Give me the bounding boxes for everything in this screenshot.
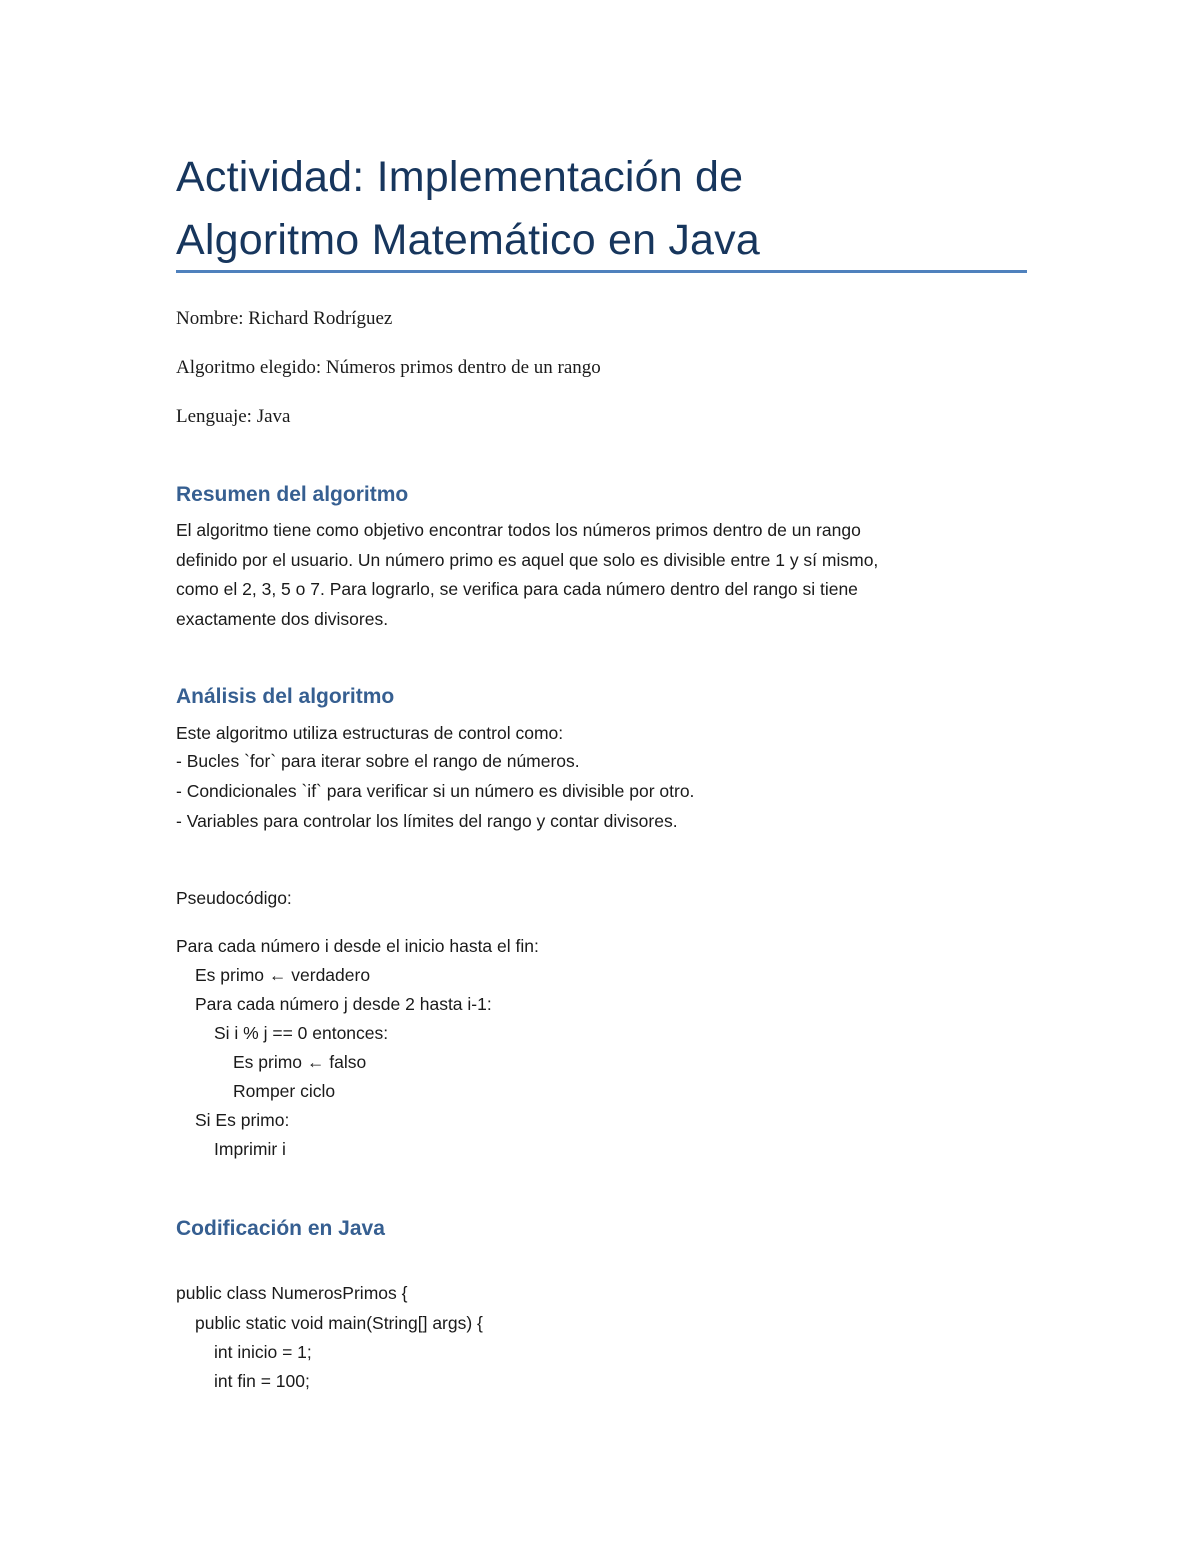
pseudocode-line: Para cada número j desde 2 hasta i-1:: [195, 994, 492, 1014]
code-line: public class NumerosPrimos {: [176, 1283, 408, 1303]
analisis-line: - Bucles `for` para iterar sobre el rango de números.: [176, 751, 580, 771]
document-title: [176, 146, 1036, 272]
analisis-line: Este algoritmo utiliza estructuras de control como:: [176, 723, 564, 743]
language: Lenguaje: Java: [176, 406, 291, 427]
code-line: int inicio = 1;: [214, 1342, 312, 1362]
pseudocode-line: Imprimir i: [214, 1139, 286, 1159]
code-line: public static void main(String[] args) {: [195, 1313, 483, 1333]
pseudocode-line: Es primo ← verdadero: [195, 965, 371, 985]
analisis-line: - Condicionales `if` para verificar si un número es divisible por otro.: [176, 781, 695, 801]
resumen-line: definido por el usuario. Un número primo es aquel que solo es divisible entre 1 y sí mismo,: [176, 549, 879, 570]
resumen-line: exactamente dos divisores.: [176, 608, 389, 629]
pseudocode-line: Romper ciclo: [233, 1081, 336, 1101]
title-line-2: Algoritmo Matemático en Java: [176, 216, 760, 264]
code-line: int fin = 100;: [214, 1371, 310, 1391]
section-heading-codificacion: Codificación en Java: [176, 1217, 385, 1240]
section-heading-resumen: Resumen del algoritmo: [176, 483, 409, 506]
section-heading-analisis: Análisis del algoritmo: [176, 685, 395, 708]
resumen-paragraph: [176, 516, 1026, 634]
pseudocode-label: Pseudocódigo:: [176, 888, 292, 908]
resumen-line: como el 2, 3, 5 o 7. Para lograrlo, se verifica para cada número dentro del rango si tiene: [176, 579, 858, 599]
pseudocode-line: Es primo ← falso: [233, 1052, 367, 1072]
title-line-1: Actividad: Implementación de: [176, 153, 744, 201]
pseudocode-line: Para cada número i desde el inicio hasta el fin:: [176, 936, 539, 956]
pseudocode-line: Si i % j == 0 entonces:: [214, 1023, 389, 1043]
chosen-algorithm: Algoritmo elegido: Números primos dentro de un rango: [176, 357, 601, 378]
analisis-line: - Variables para controlar los límites del rango y contar divisores.: [176, 811, 678, 831]
pseudocode-line: Si Es primo:: [195, 1110, 290, 1130]
author-name: Nombre: Richard Rodríguez: [176, 308, 393, 329]
title-underline: [176, 270, 1027, 273]
resumen-line: El algoritmo tiene como objetivo encontrar todos los números primos dentro de un rango: [176, 520, 861, 540]
